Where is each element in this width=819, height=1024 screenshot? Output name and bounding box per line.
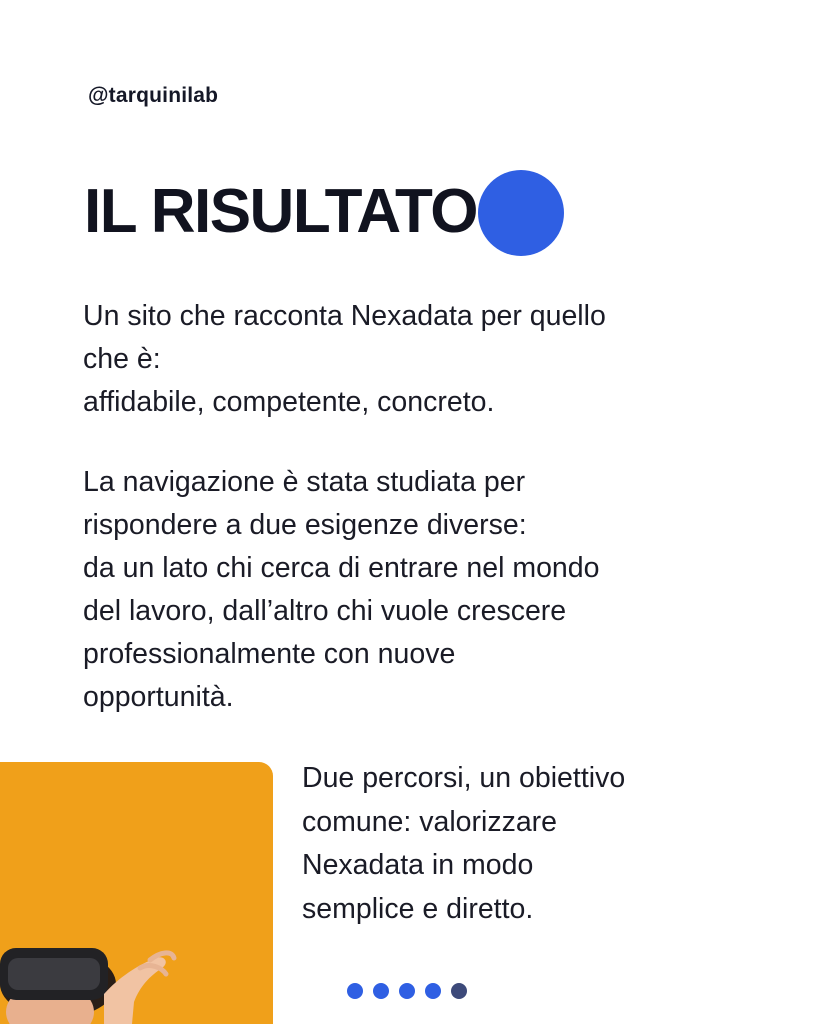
pagination-dots <box>347 983 467 999</box>
intro-line: Un sito che racconta Nexadata per quello <box>83 300 606 332</box>
side-paragraph <box>302 757 742 931</box>
navigation-line: del lavoro, dall’altro chi vuole crescere <box>83 595 567 627</box>
side-line: comune: valorizzare <box>302 805 558 838</box>
side-line: Due percorsi, un obiettivo <box>302 762 626 794</box>
pagination-dot[interactable] <box>425 983 441 999</box>
account-handle: @tarquinilab <box>88 84 219 107</box>
vr-headset-photo <box>0 762 273 1024</box>
title-block <box>84 168 604 258</box>
vr-headset-visor <box>8 958 100 990</box>
navigation-line: professionalmente con nuove <box>83 638 456 670</box>
intro-paragraph <box>83 295 753 424</box>
side-line: Nexadata in modo <box>302 849 534 881</box>
navigation-line: opportunità. <box>83 681 234 713</box>
vr-person-illustration <box>0 762 273 1024</box>
pagination-dot[interactable] <box>373 983 389 999</box>
pagination-dot-active[interactable] <box>451 983 467 999</box>
intro-line: che è: <box>83 343 161 375</box>
navigation-line: rispondere a due esigenze diverse: <box>83 509 527 541</box>
page-title: IL RISULTATO <box>84 177 478 246</box>
navigation-line: La navigazione è stata studiata per <box>83 466 526 498</box>
pagination-dot[interactable] <box>347 983 363 999</box>
navigation-paragraph <box>83 461 753 719</box>
pagination-dot[interactable] <box>399 983 415 999</box>
intro-line: affidabile, competente, concreto. <box>83 386 495 418</box>
side-line: semplice e diretto. <box>302 892 534 925</box>
navigation-line: da un lato chi cerca di entrare nel mondo <box>83 552 600 584</box>
accent-circle <box>478 170 564 256</box>
